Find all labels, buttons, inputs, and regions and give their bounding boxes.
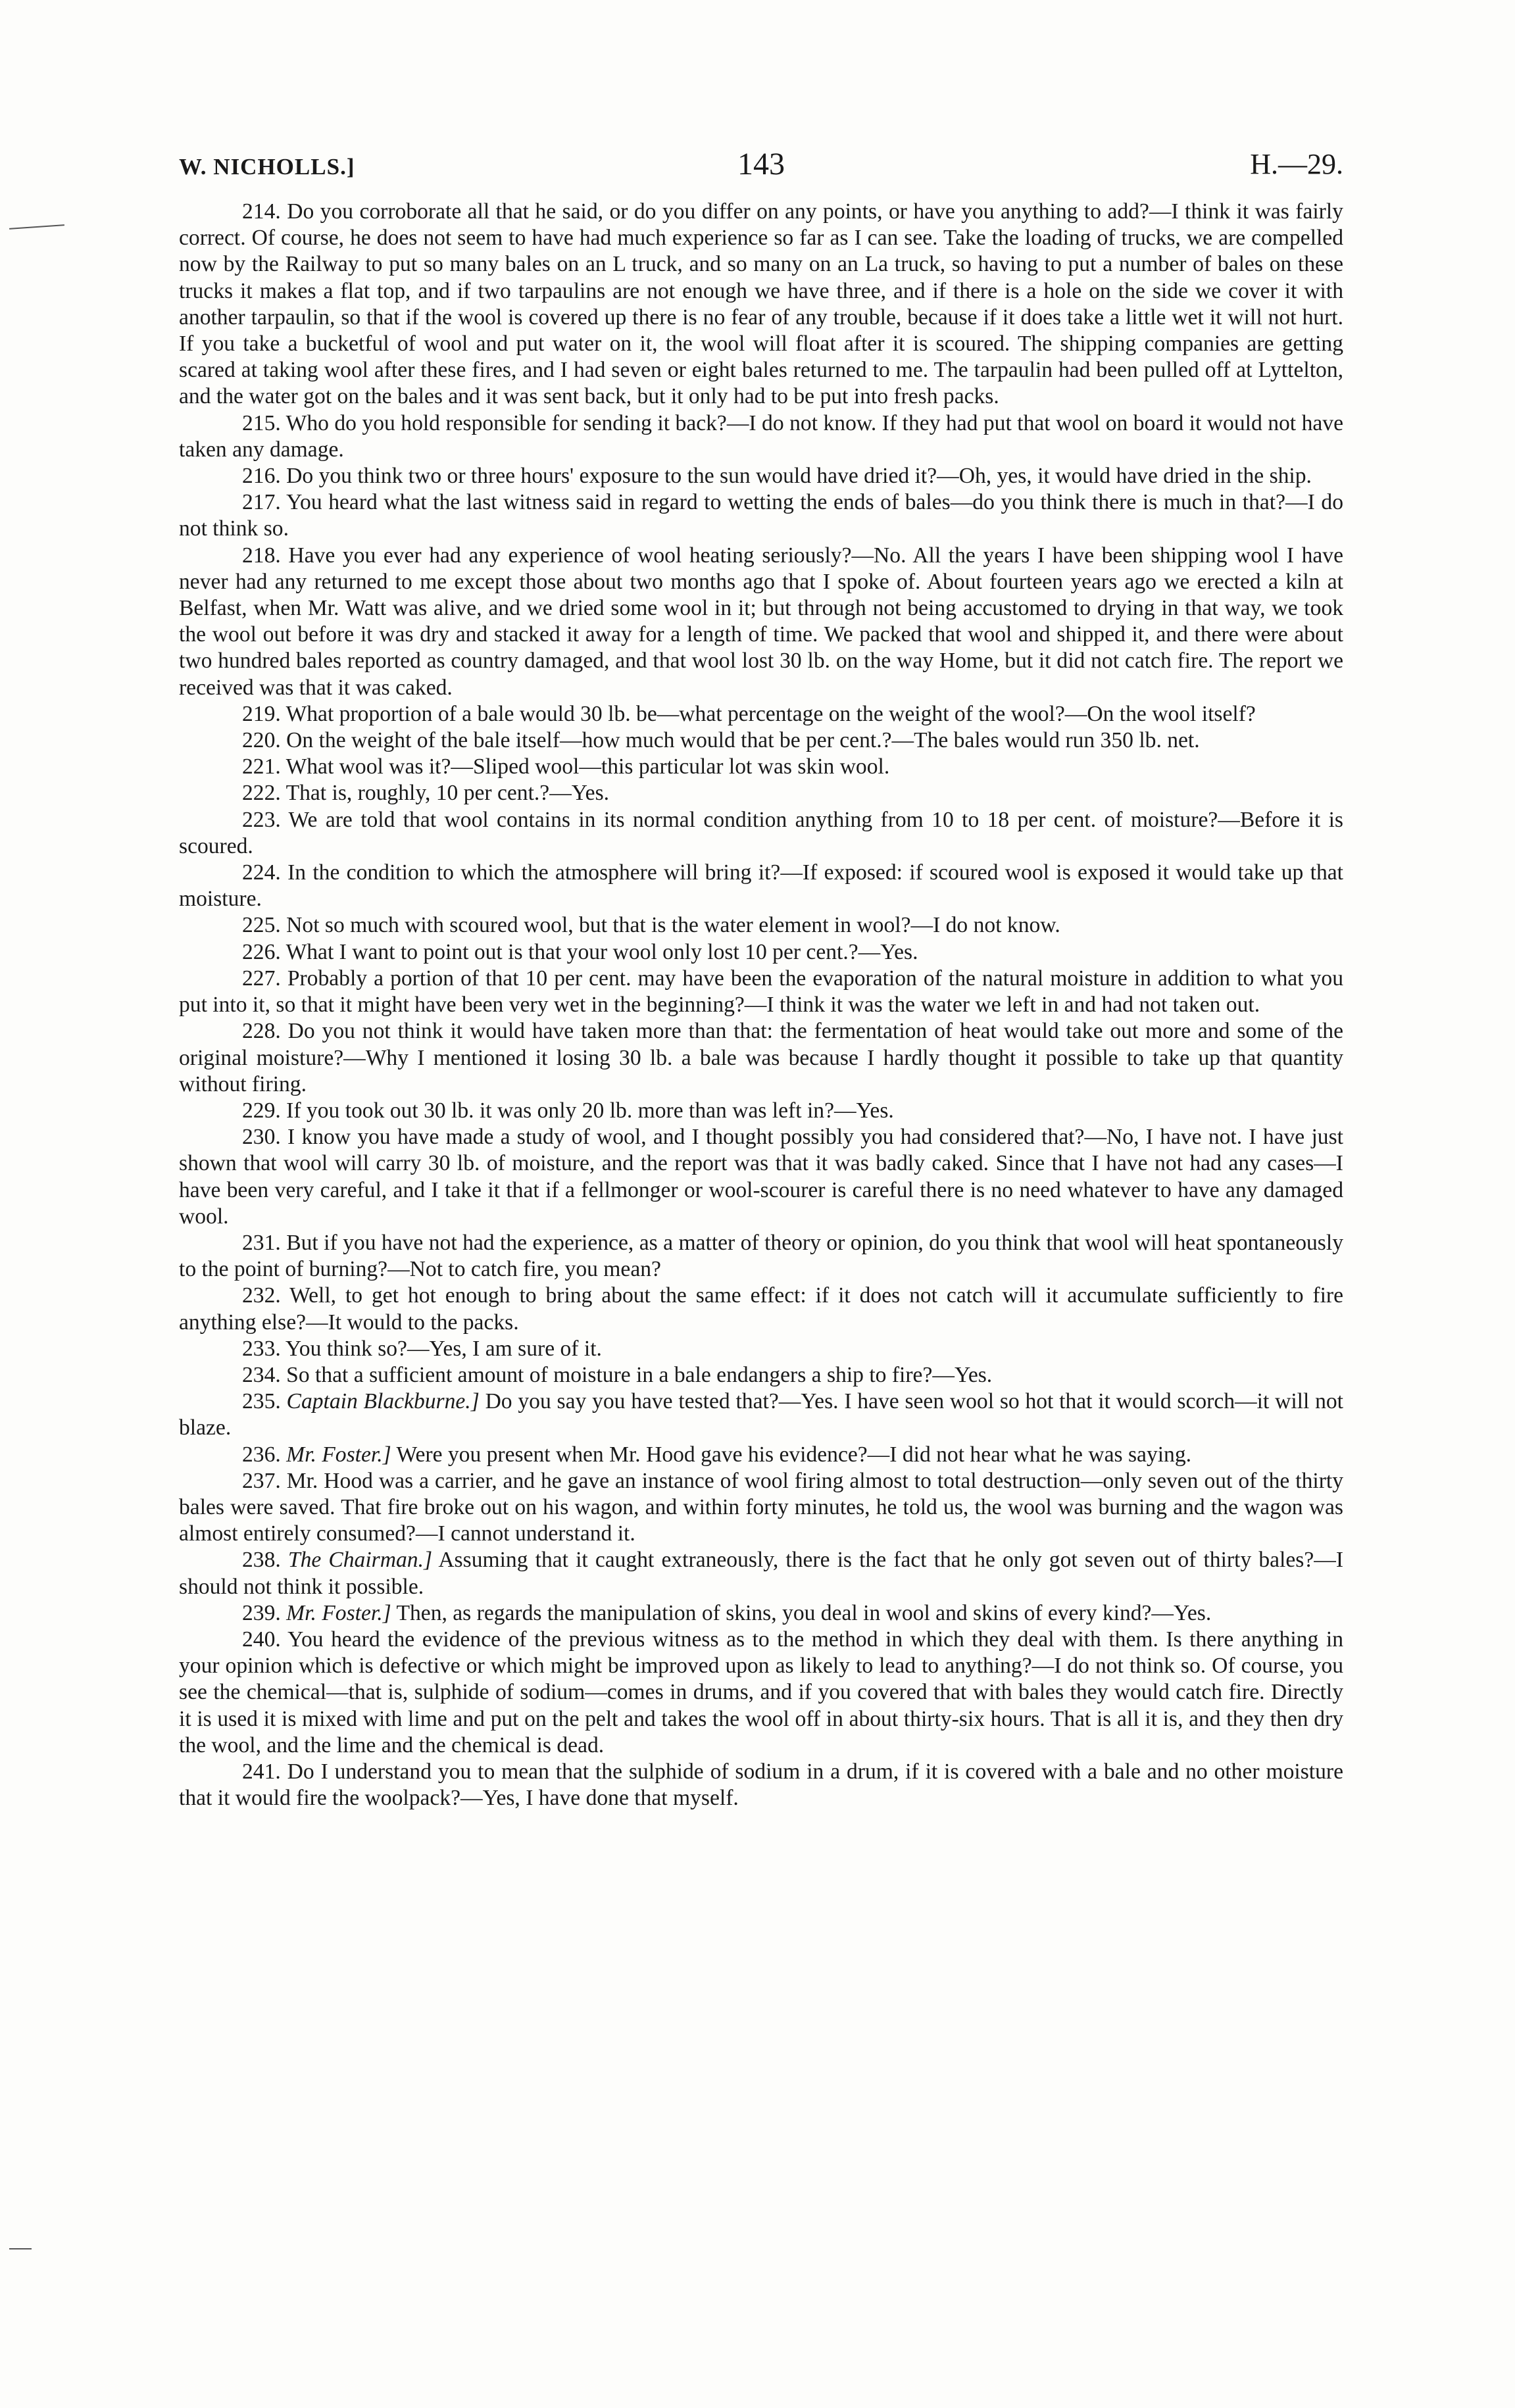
paragraph-225 xyxy=(179,912,1343,939)
paragraph-number: 225. xyxy=(242,913,281,938)
paragraph-text: You think so?—Yes, I am sure of it. xyxy=(285,1336,602,1361)
paragraph-number: 237. xyxy=(242,1468,281,1493)
paragraph-text: Have you ever had any experience of wool heating seriously?—No. All the years I have been shipping wool I have never had any returned to me except those about two months ago that I spoke of. About fourteen years ago we erected a kiln at Belfast, when Mr. Watt was alive, and we dried some wool in it; but through not being accustomed to drying in that way, we took the wool out before it was dry and stacked it away for a length of time. We packed that wool and shipped it, and there were about two hundred bales reported as country damaged, and that wool lost 30 lb. on the way Home, but it did not catch fire. The report we received was that it was caked. xyxy=(179,543,1343,700)
paragraph-number: 235. xyxy=(242,1389,281,1414)
paragraph-text: Mr. Hood was a carrier, and he gave an instance of wool firing almost to total destruction—only seven out of the thirty bales were saved. That fire broke out on his wagon, and within forty minutes, he told us, the wool was burning and the wagon was almost entirely consumed?—I cannot understand it. xyxy=(179,1468,1344,1546)
paragraph-217 xyxy=(179,489,1343,542)
paragraph-224 xyxy=(179,860,1343,912)
paragraph-240 xyxy=(179,1627,1343,1759)
paragraph-number: 227. xyxy=(242,966,281,991)
paragraph-233 xyxy=(179,1336,1343,1362)
page-header xyxy=(179,146,1343,185)
paragraph-226 xyxy=(179,939,1343,966)
speaker-label: The Chairman.] xyxy=(287,1548,433,1573)
paragraph-215 xyxy=(179,410,1343,463)
speaker-label: Captain Blackburne.] xyxy=(286,1389,480,1414)
paragraph-number: 214. xyxy=(242,199,281,224)
paragraph-text: Do you not think it would have taken more than that: the fermentation of heat would take out more and some of the original moisture?—Why I mentioned it losing 30 lb. a bale was because I hardly thought it possible to take up that quantity without firing. xyxy=(179,1019,1343,1096)
margin-mark xyxy=(9,224,64,230)
paragraph-232 xyxy=(179,1283,1343,1335)
paragraph-text: If you took out 30 lb. it was only 20 lb. more than was left in?—Yes. xyxy=(286,1098,894,1123)
paragraph-number: 219. xyxy=(242,701,281,726)
paragraph-text: You heard the evidence of the previous witness as to the method in which they deal with them. Is there anything in your opinion which is defective or which might be improved upon as likely to lead to anything?—I do not think so. Of course, you see the chemical—that is, sulphide of sodium—comes in drums, and if you covered that with bales they would catch fire. Directly it is used it is mixed with lime and put on the pelt and takes the wool off in about thirty-six hours. That is all it is, and they then dry the wool, and the lime and the chemical is dead. xyxy=(179,1627,1343,1757)
paragraph-number: 223. xyxy=(242,807,281,832)
paragraph-text: Then, as regards the manipulation of skins, you deal in wool and skins of every kind?—Yes. xyxy=(396,1600,1212,1625)
paragraph-237 xyxy=(179,1468,1343,1548)
paragraph-227 xyxy=(179,966,1343,1018)
paragraph-238 xyxy=(179,1547,1343,1600)
paragraph-number: 232. xyxy=(242,1283,281,1308)
paragraph-text: Do you say you have tested that?—Yes. I have seen wool so hot that it would scorch—it will not blaze. xyxy=(179,1389,1343,1440)
paragraph-text: What I want to point out is that your wool only lost 10 per cent.?—Yes. xyxy=(286,939,918,964)
paragraph-text: Do you think two or three hours' exposure to the sun would have dried it?—Oh, yes, it would have dried in the ship. xyxy=(286,464,1312,489)
paragraph-number: 229. xyxy=(242,1098,281,1123)
paragraph-number: 234. xyxy=(242,1362,281,1387)
paragraph-221 xyxy=(179,754,1343,780)
paragraph-text: So that a sufficient amount of moisture in a bale endangers a ship to fire?—Yes. xyxy=(286,1362,993,1387)
testimony-body xyxy=(179,199,1343,1811)
paragraph-text: In the condition to which the atmosphere will bring it?—If exposed: if scoured wool is exposed it would take up that moisture. xyxy=(179,860,1343,912)
paragraph-number: 231. xyxy=(242,1230,281,1255)
page-number: 143 xyxy=(737,147,785,182)
paragraph-220 xyxy=(179,727,1343,754)
witness-name: W. NICHOLLS.] xyxy=(179,154,355,180)
paragraph-text: Do you corroborate all that he said, or do you differ on any points, or have you anything to add?—I think it was fairly correct. Of course, he does not seem to have had much experience so far as I can see. Take the loading of trucks, we are compelled now by the Railway to put so many bales on an L truck, and so many on an La truck, so having to put a number of bales on these trucks it makes a flat top, and if two tarpaulins are not enough we have three, and if there is a hole on the side we cover it with another tarpaulin, so that if the wool is covered up there is no fear of any trouble, because if it does take a little wet it will not hurt. If you take a bucketful of wool and put water on it, the wool will float after it is scoured. The shipping companies are getting scared at taking wool after these fires, and I had seven or eight bales returned to me. The tarpaulin had been pulled off at Lyttelton, and the water got on the bales and it was sent back, but it only had to be put into fresh packs. xyxy=(179,199,1343,409)
paragraph-text: What proportion of a bale would 30 lb. be—what percentage on the weight of the wool?—On the wool itself? xyxy=(286,701,1256,726)
paragraph-219 xyxy=(179,701,1343,727)
paragraph-number: 226. xyxy=(242,939,281,964)
paragraph-235 xyxy=(179,1388,1343,1441)
paragraph-text: Were you present when Mr. Hood gave his evidence?—I did not hear what he was saying. xyxy=(396,1442,1192,1467)
paragraph-text: But if you have not had the experience, as a matter of theory or opinion, do you think that wool will heat spontaneously to the point of burning?—Not to catch fire, you mean? xyxy=(179,1230,1343,1282)
paragraph-number: 215. xyxy=(242,410,281,435)
paragraph-number: 218. xyxy=(242,543,281,568)
paragraph-text: Well, to get hot enough to bring about the same effect: if it does not catch will it accumulate sufficiently to fire anything else?—It would to the packs. xyxy=(179,1283,1343,1335)
paragraph-222 xyxy=(179,780,1343,806)
paragraph-228 xyxy=(179,1018,1343,1098)
paragraph-number: 239. xyxy=(242,1600,281,1625)
paragraph-239 xyxy=(179,1600,1343,1627)
paragraph-number: 240. xyxy=(242,1627,281,1652)
paragraph-text: Assuming that it caught extraneously, there is the fact that he only got seven out of thirty bales?—I should not think it possible. xyxy=(179,1548,1344,1599)
paragraph-number: 230. xyxy=(242,1125,281,1150)
paragraph-number: 233. xyxy=(242,1336,281,1361)
margin-mark xyxy=(9,2248,32,2249)
paragraph-218 xyxy=(179,543,1343,701)
paragraph-text: I know you have made a study of wool, and I thought possibly you had considered that?—No, I have not. I have just shown that wool will carry 30 lb. of moisture, and the report was that it was badly caked. Since that I have not had any cases—I have been very careful, and I take it that if a fellmonger or wool-scourer is careful there is no need whatever to have any damaged wool. xyxy=(179,1125,1343,1229)
paragraph-text: Who do you hold responsible for sending it back?—I do not know. If they had put that wool on board it would not have taken any damage. xyxy=(179,410,1343,462)
paragraph-text: What wool was it?—Sliped wool—this particular lot was skin wool. xyxy=(286,754,890,779)
paragraph-text: We are told that wool contains in its normal condition anything from 10 to 18 per cent. of moisture?—Before it is scoured. xyxy=(179,807,1343,858)
paper-reference: H.—29. xyxy=(1250,148,1343,180)
speaker-label: Mr. Foster.] xyxy=(286,1600,391,1625)
paragraph-236 xyxy=(179,1442,1343,1468)
paragraph-216 xyxy=(179,463,1343,489)
paragraph-number: 238. xyxy=(242,1548,281,1573)
paragraph-214 xyxy=(179,199,1343,410)
paragraph-number: 216. xyxy=(242,464,281,489)
paragraph-number: 228. xyxy=(242,1019,281,1044)
paragraph-229 xyxy=(179,1098,1343,1124)
paragraph-number: 224. xyxy=(242,860,281,885)
speaker-label: Mr. Foster.] xyxy=(286,1442,391,1467)
paragraph-text: You heard what the last witness said in regard to wetting the ends of bales—do you think there is much in that?—I do not think so. xyxy=(179,490,1343,541)
paragraph-231 xyxy=(179,1230,1343,1283)
paragraph-text: Not so much with scoured wool, but that is the water element in wool?—I do not know. xyxy=(286,913,1060,938)
paragraph-230 xyxy=(179,1124,1343,1230)
paragraph-234 xyxy=(179,1362,1343,1388)
paragraph-text: On the weight of the bale itself—how much would that be per cent.?—The bales would run 350 lb. net. xyxy=(286,728,1200,753)
paragraph-number: 220. xyxy=(242,728,281,753)
paragraph-241 xyxy=(179,1759,1343,1811)
paragraph-number: 217. xyxy=(242,490,281,515)
paragraph-number: 236. xyxy=(242,1442,281,1467)
paragraph-number: 241. xyxy=(242,1759,281,1784)
paragraph-number: 221. xyxy=(242,754,281,779)
paragraph-223 xyxy=(179,807,1343,860)
paragraph-text: Do I understand you to mean that the sulphide of sodium in a drum, if it is covered with a bale and no other moisture that it would fire the woolpack?—Yes, I have done that myself. xyxy=(179,1759,1343,1811)
paragraph-number: 222. xyxy=(242,781,281,806)
paragraph-text: Probably a portion of that 10 per cent. may have been the evaporation of the natural moisture in addition to what you put into it, so that it might have been very wet in the beginning?—I think it was the water we left in and had not taken out. xyxy=(179,966,1343,1018)
paragraph-text: That is, roughly, 10 per cent.?—Yes. xyxy=(286,781,610,806)
